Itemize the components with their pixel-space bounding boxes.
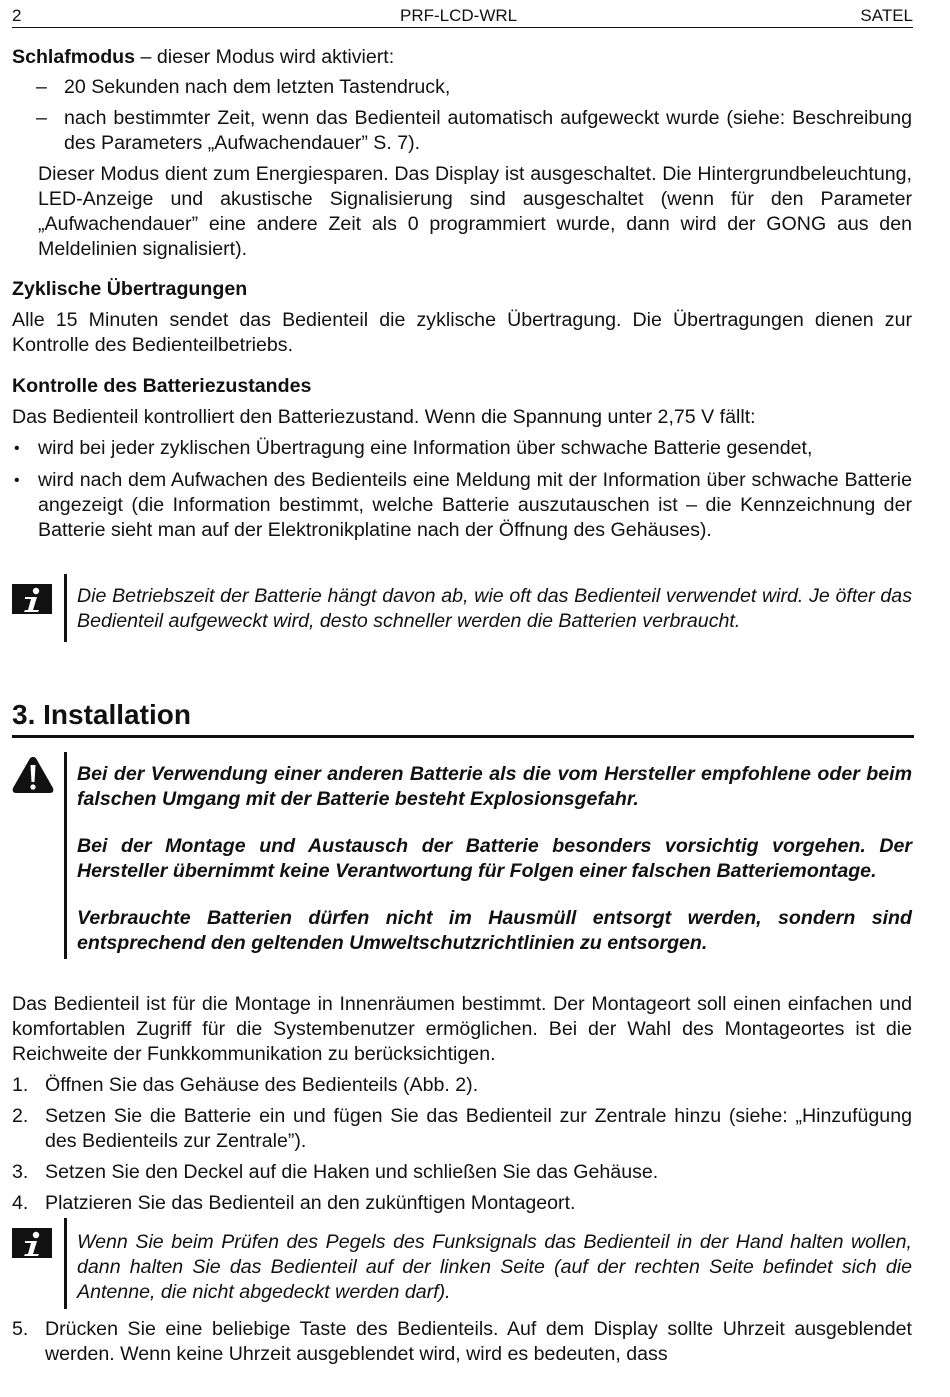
step-text: Setzen Sie die Batterie ein und fügen Sie das Bedienteil zur Zentrale hinzu (siehe: „Hinzufügung des Bedienteils zur Zentrale”). xyxy=(45,1105,912,1152)
page-header xyxy=(12,4,913,28)
info-icon xyxy=(12,1228,52,1258)
info-icon xyxy=(12,584,52,614)
sleep-mode-lead xyxy=(12,45,912,70)
step-text: Platzieren Sie das Bedienteil an den zukünftigen Montageort. xyxy=(45,1192,576,1214)
list-item-text: nach bestimmter Zeit, wenn das Bedienteil automatisch aufgeweckt wurde (siehe: Beschreibung des Parameters „Aufwachendauer” S. 7). xyxy=(64,107,912,154)
list-item-text: wird bei jeder zyklischen Übertragung eine Information über schwache Batterie gesendet, xyxy=(38,437,813,459)
step-number: 3. xyxy=(12,1161,29,1183)
document-title: PRF-LCD-WRL xyxy=(400,6,518,25)
info-note xyxy=(12,1218,912,1309)
step-item xyxy=(12,1073,912,1098)
note-bar xyxy=(64,574,67,642)
section-heading: 3. Installation xyxy=(12,699,191,730)
list-item-text: 20 Sekunden nach dem letzten Tastendruck, xyxy=(64,76,451,98)
step-text: Öffnen Sie das Gehäuse des Bedienteils (Abb. 2). xyxy=(45,1074,479,1096)
list-item xyxy=(12,436,912,461)
warning-text: Bei der Verwendung einer anderen Batterie als die vom Hersteller empfohlene oder beim falschen Umgang mit der Batterie besteht Explosionsgefahr. xyxy=(77,763,912,810)
step-number: 1. xyxy=(12,1074,29,1096)
page-number: 2 xyxy=(12,6,22,25)
installation-intro: Das Bedienteil ist für die Montage in Innenräumen bestimmt. Der Montageort soll einen einfachen und komfortablen Zugriff für die Systembenutzer ermöglichen. Bei der Wahl des Montageortes ist die Reichweite der Funkkommunikation zu berücksichtigen. xyxy=(12,993,912,1065)
step-number: 5. xyxy=(12,1318,29,1340)
battery-section xyxy=(12,374,912,543)
info-note-text: Wenn Sie beim Prüfen des Pegels des Funksignals das Bedienteil in der Hand halten wollen, dann halten Sie das Bedienteil auf der linken Seite (auf der rechten Seite befindet sich die Antenne, die nicht abgedeckt werden darf). xyxy=(77,1231,912,1303)
list-item xyxy=(12,75,912,100)
info-note-text: Die Betriebszeit der Batterie hängt davon ab, wie oft das Bedienteil verwendet wird. Je öfter das Bedienteil aufgeweckt wird, desto schneller werden die Batterien verbraucht. xyxy=(77,585,912,632)
section-rule xyxy=(12,735,914,738)
installation-heading-block xyxy=(12,698,914,738)
bullet-marker: • xyxy=(14,472,20,489)
bullet-marker: • xyxy=(14,440,20,457)
cyclic-section xyxy=(12,277,912,358)
warning-text: Bei der Montage und Austausch der Batterie besonders vorsichtig vorgehen. Der Hersteller übernimmt keine Verantwortung für Folgen einer falschen Batteriemontage. xyxy=(77,835,912,882)
brand-name: SATEL xyxy=(860,6,913,25)
sleep-mode-title: Schlafmodus xyxy=(12,46,136,68)
step-text: Setzen Sie den Deckel auf die Haken und schließen Sie das Gehäuse. xyxy=(45,1161,659,1183)
step-item xyxy=(12,1191,912,1216)
sleep-mode-description: Dieser Modus dient zum Energiesparen. Das Display ist ausgeschaltet. Die Hintergrundbeleuchtung, LED-Anzeige und akustische Signalisierung sind ausgeschaltet (wenn für den Parameter „Aufwachendauer” eine andere Zeit als 0 programmiert wurde, dann wird der GONG aus den Meldelinien signalisiert). xyxy=(38,163,912,260)
cyclic-text: Alle 15 Minuten sendet das Bedienteil die zyklische Übertragung. Die Übertragungen dienen zur Kontrolle des Bedienteilbetriebs. xyxy=(12,309,912,356)
battery-heading: Kontrolle des Batteriezustandes xyxy=(12,375,312,397)
dash-marker: – xyxy=(36,76,47,98)
battery-intro: Das Bedienteil kontrolliert den Batteriezustand. Wenn die Spannung unter 2,75 V fällt: xyxy=(12,406,756,428)
info-note xyxy=(12,574,912,642)
step-item xyxy=(12,1160,912,1185)
cyclic-heading: Zyklische Übertragungen xyxy=(12,278,248,300)
step-item xyxy=(12,1104,912,1154)
step-number: 2. xyxy=(12,1105,29,1127)
warning-note xyxy=(12,752,912,959)
list-item xyxy=(12,468,912,543)
step-item xyxy=(12,1317,912,1367)
list-item xyxy=(12,106,912,156)
note-bar xyxy=(64,752,67,959)
step-text: Drücken Sie eine beliebige Taste des Bedienteils. Auf dem Display sollte Uhrzeit ausgeblendet werden. Wenn keine Uhrzeit ausgeblendet wird, wird es bedeuten, dass xyxy=(45,1318,912,1365)
dash-marker: – xyxy=(36,107,47,129)
installation-steps xyxy=(12,1073,912,1216)
sleep-mode-section xyxy=(12,45,912,262)
list-item-text: wird nach dem Aufwachen des Bedienteils eine Meldung mit der Information über schwache Batterie angezeigt (die Information bestimmt, welche Batterie auszutauschen ist – die Kennzeichnung der Batterie sieht man auf der Elektronikplatine nach der Öffnung des Gehäuses). xyxy=(38,469,912,541)
step-number: 4. xyxy=(12,1192,29,1214)
note-bar xyxy=(64,1218,67,1309)
warning-text: Verbrauchte Batterien dürfen nicht im Hausmüll entsorgt werden, sondern sind entsprechend den geltenden Umweltschutzrichtlinien zu entsorgen. xyxy=(77,907,912,954)
warning-icon xyxy=(12,756,54,794)
sleep-mode-lead-text: – dieser Modus wird aktiviert: xyxy=(135,46,395,68)
